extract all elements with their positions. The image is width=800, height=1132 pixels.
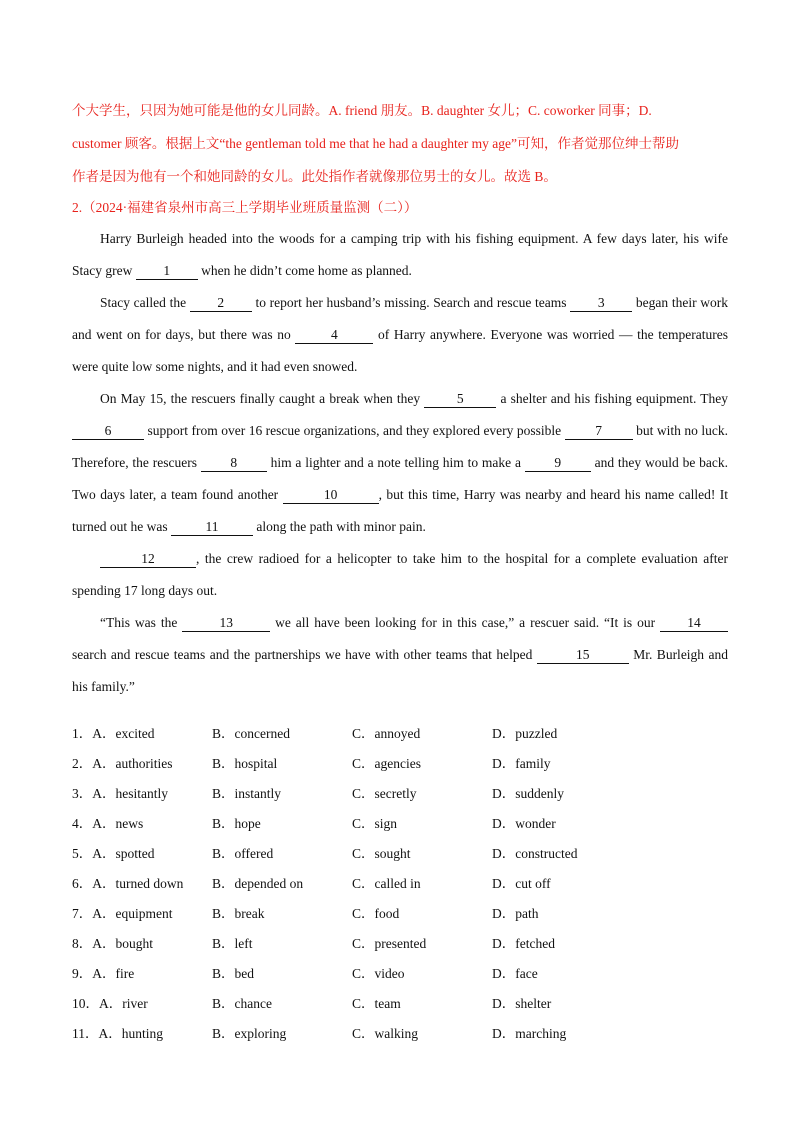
option-row xyxy=(72,807,728,837)
option-row xyxy=(72,747,728,777)
option-b: B．left xyxy=(212,936,253,951)
option-d: D．family xyxy=(492,756,551,771)
passage-text: Mr. Burleigh and his family.” xyxy=(72,647,728,694)
passage-text: of Harry anywhere. Everyone was worried — the temperatures were quite low some nights, and it had even snowed. xyxy=(72,327,728,374)
option-c: C．sign xyxy=(352,816,398,831)
passage-text: but with no luck. Therefore, the rescuers xyxy=(72,423,728,470)
explanation-line: 作者是因为他有一个和她同龄的女儿。此处指作者就像那位男士的女儿。故选 B。 xyxy=(72,169,557,184)
passage-text: we all have been looking for in this case,” a rescuer said. “It is our xyxy=(270,615,660,630)
passage-text: to report her husband’s missing. Search and rescue teams xyxy=(251,295,571,310)
explanation-line: customer 顾客。根据上文“the gentleman told me that he had a daughter my age”可知，作者觉那位绅士帮助 xyxy=(72,136,679,151)
option-c: C．called in xyxy=(352,876,421,891)
option-row xyxy=(72,1017,728,1047)
option-row xyxy=(72,927,728,957)
option-a: 11．A．hunting xyxy=(72,1026,163,1041)
passage-text: a shelter and his fishing equipment. They xyxy=(496,391,728,406)
option-a: 6．A．turned down xyxy=(72,876,184,891)
option-b: B．hope xyxy=(212,816,261,831)
option-a: 3．A．hesitantly xyxy=(72,786,168,801)
option-b: B．break xyxy=(212,906,265,921)
blank: 11 xyxy=(171,519,253,536)
option-d: D．suddenly xyxy=(492,786,564,801)
option-d: D．path xyxy=(492,906,539,921)
option-b: B．offered xyxy=(212,846,274,861)
blank: 2 xyxy=(190,295,252,312)
option-a: 10．A．river xyxy=(72,996,148,1011)
passage-paragraph xyxy=(72,383,728,543)
option-a: 4．A．news xyxy=(72,816,144,831)
option-a: 5．A．spotted xyxy=(72,846,155,861)
passage-paragraph xyxy=(72,543,728,607)
blank: 9 xyxy=(525,455,591,472)
option-c: C．agencies xyxy=(352,756,421,771)
option-a: 7．A．equipment xyxy=(72,906,173,921)
option-row xyxy=(72,717,728,747)
blank: 14 xyxy=(660,615,728,632)
passage-text: along the path with minor pain. xyxy=(252,519,426,534)
option-d: D．constructed xyxy=(492,846,578,861)
option-d: D．face xyxy=(492,966,538,981)
option-c: C．team xyxy=(352,996,401,1011)
blank: 10 xyxy=(283,487,379,504)
blank: 8 xyxy=(201,455,267,472)
option-c: C．secretly xyxy=(352,786,417,801)
option-row xyxy=(72,957,728,987)
blank: 3 xyxy=(570,295,632,312)
option-row xyxy=(72,867,728,897)
option-b: B．depended on xyxy=(212,876,304,891)
passage-text: began their work and went on for days, but there was no xyxy=(72,295,729,342)
option-row xyxy=(72,987,728,1017)
option-c: C．annoyed xyxy=(352,726,421,741)
passage-text: Stacy called the xyxy=(100,295,190,310)
option-b: B．exploring xyxy=(212,1026,287,1041)
option-a: 8．A．bought xyxy=(72,936,153,951)
option-d: D．puzzled xyxy=(492,726,558,741)
option-d: D．shelter xyxy=(492,996,552,1011)
option-row xyxy=(72,837,728,867)
passage-text: support from over 16 rescue organizations, and they explored every possible xyxy=(144,423,565,438)
blank: 5 xyxy=(424,391,496,408)
options-list xyxy=(72,717,728,1047)
option-d: D．marching xyxy=(492,1026,567,1041)
passage-paragraph xyxy=(72,287,728,383)
blank: 12 xyxy=(100,551,196,568)
document-page xyxy=(72,94,728,1047)
passage-text: him a lighter and a note telling him to make a xyxy=(266,455,525,470)
option-d: D．wonder xyxy=(492,816,556,831)
option-b: B．concerned xyxy=(212,726,290,741)
passage-text: , but this time, Harry was nearby and heard his name called! It turned out he was xyxy=(72,487,728,534)
blank: 4 xyxy=(295,327,373,344)
option-b: B．bed xyxy=(212,966,254,981)
option-c: C．food xyxy=(352,906,400,921)
explanation-block xyxy=(72,94,728,193)
option-c: C．presented xyxy=(352,936,427,951)
passage-text: and they would be back. Two days later, a team found another xyxy=(72,455,728,502)
passage-text: Harry Burleigh headed into the woods for a camping trip with his fishing equipment. A few days later, his wife Stacy grew xyxy=(72,231,728,278)
option-a: 2．A．authorities xyxy=(72,756,173,771)
passage-text: search and rescue teams and the partnerships we have with other teams that helped xyxy=(72,647,537,662)
question-header: 2.（2024·福建省泉州市高三上学期毕业班质量监测（二）） xyxy=(72,200,418,215)
option-c: C．sought xyxy=(352,846,411,861)
explanation-line: 个大学生，只因为她可能是他的女儿同龄。A. friend 朋友。B. daughter 女儿；C. coworker 同事；D. xyxy=(72,103,652,118)
option-a: 1．A．excited xyxy=(72,726,155,741)
passage-paragraph xyxy=(72,607,728,703)
option-a: 9．A．fire xyxy=(72,966,135,981)
blank: 6 xyxy=(72,423,144,440)
passage xyxy=(72,223,728,703)
passage-text: , the crew radioed for a helicopter to take him to the hospital for a complete evaluation after spending 17 long days out. xyxy=(72,551,728,598)
option-b: B．chance xyxy=(212,996,272,1011)
option-row xyxy=(72,897,728,927)
option-row xyxy=(72,777,728,807)
option-c: C．video xyxy=(352,966,405,981)
option-b: B．hospital xyxy=(212,756,278,771)
option-d: D．cut off xyxy=(492,876,551,891)
passage-paragraph xyxy=(72,223,728,287)
passage-text: On May 15, the rescuers finally caught a break when they xyxy=(100,391,425,406)
passage-text: “This was the xyxy=(100,615,183,630)
blank: 13 xyxy=(182,615,270,632)
passage-text: when he didn’t come home as planned. xyxy=(197,263,412,278)
option-c: C．walking xyxy=(352,1026,418,1041)
option-d: D．fetched xyxy=(492,936,555,951)
blank: 1 xyxy=(136,263,198,280)
blank: 15 xyxy=(537,647,629,664)
option-b: B．instantly xyxy=(212,786,282,801)
blank: 7 xyxy=(565,423,633,440)
